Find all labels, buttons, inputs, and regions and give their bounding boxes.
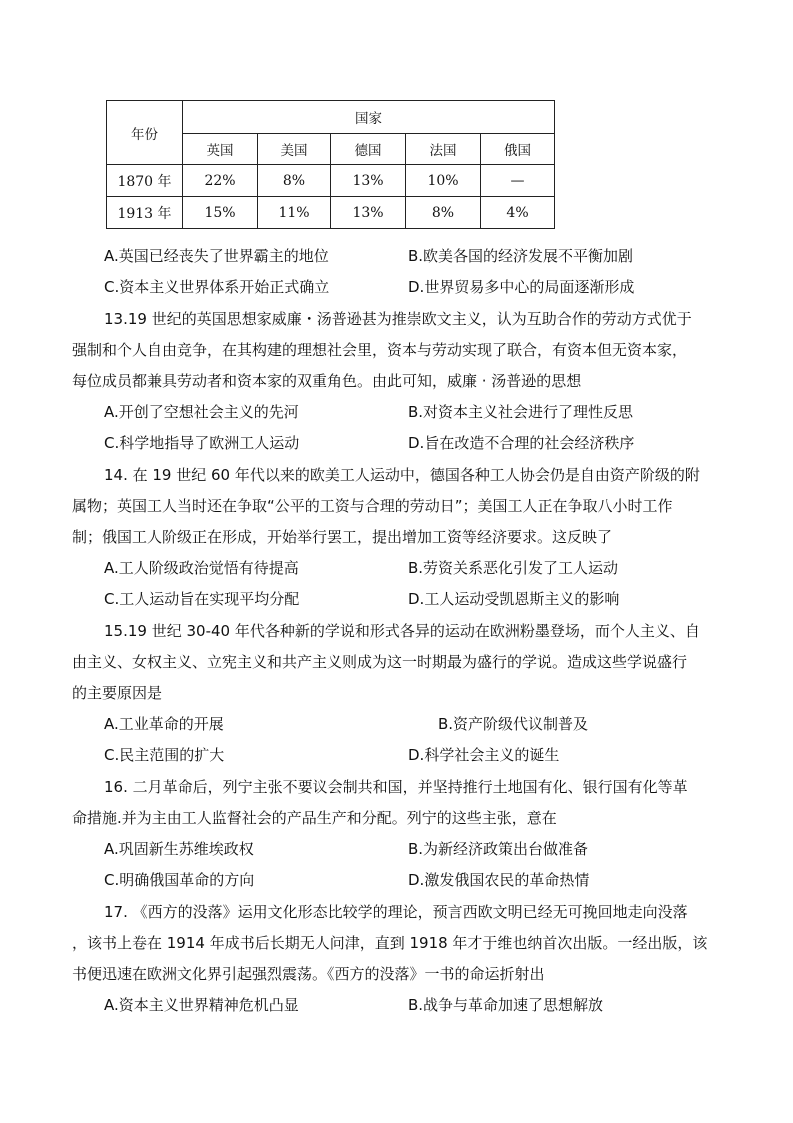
country-ru: 俄国 <box>481 134 555 165</box>
q15-option-a: A.工业革命的开展 <box>104 715 224 733</box>
q17-option-a: A.资本主义世界精神危机凸显 <box>104 996 299 1014</box>
table-cell: 15% <box>183 197 258 229</box>
q17-stem-line: 17. 《西方的没落》运用文化形态比较学的理论，预言西欧文明已经无可挽回地走向没落 <box>104 903 688 921</box>
country-us: 美国 <box>258 134 331 165</box>
q13-stem-line: 强制和个人自由竞争，在其构建的理想社会里，资本与劳动实现了联合，有资本但无资本家， <box>72 341 688 359</box>
q13-stem-line: 每位成员都兼具劳动者和资本家的双重角色。由此可知，威廉 · 汤普逊的思想 <box>72 372 582 390</box>
q17-stem-line: ，该书上卷在 1914 年成书后长期无人问津，直到 1918 年才于维也纳首次出版。一经出版，该 <box>72 934 708 952</box>
q15-option-d: D.科学社会主义的诞生 <box>408 746 560 764</box>
q17-option-b: B.战争与革命加速了思想解放 <box>408 996 604 1014</box>
q15-option-c: C.民主范围的扩大 <box>104 746 225 764</box>
year-header: 年份 <box>107 101 183 165</box>
q12-option-d: D.世界贸易多中心的局面逐渐形成 <box>408 278 635 296</box>
q14-option-d: D.工人运动受凯恩斯主义的影响 <box>408 590 620 608</box>
table-row <box>107 165 555 197</box>
country-uk: 英国 <box>183 134 258 165</box>
country-header: 国家 <box>183 101 555 134</box>
q12-option-c: C.资本主义世界体系开始正式确立 <box>104 278 330 296</box>
table-row <box>107 197 555 229</box>
q15-stem-line: 的主要原因是 <box>72 684 163 702</box>
q16-option-a: A.巩固新生苏维埃政权 <box>104 840 254 858</box>
q16-option-d: D.激发俄国农民的革命热情 <box>408 871 590 889</box>
q14-option-c: C.工人运动旨在实现平均分配 <box>104 590 300 608</box>
q16-stem-line: 16. 二月革命后，列宁主张不要议会制共和国，并坚持推行土地国有化、银行国有化等革 <box>104 778 688 796</box>
table-cell: 8% <box>258 165 331 197</box>
table-cell: 10% <box>406 165 481 197</box>
q14-stem-line: 14. 在 19 世纪 60 年代以来的欧美工人运动中，德国各种工人协会仍是自由资产阶级的附 <box>104 466 700 484</box>
q16-option-b: B.为新经济政策出台做准备 <box>408 840 589 858</box>
q17-stem-line: 书便迅速在欧洲文化界引起强烈震荡。《西方的没落》一书的命运折射出 <box>72 965 545 983</box>
q13-option-d: D.旨在改造不合理的社会经济秩序 <box>408 434 635 452</box>
q15-stem-line: 由主义、女权主义、立宪主义和共产主义则成为这一时期最为盛行的学说。造成这些学说盛行 <box>72 653 688 671</box>
table-cell: 13% <box>331 165 406 197</box>
table-cell: — <box>481 165 555 197</box>
table-cell: 13% <box>331 197 406 229</box>
row-year: 1870 年 <box>107 165 183 197</box>
q12-option-a: A.英国已经丧失了世界霸主的地位 <box>104 247 329 265</box>
q14-option-b: B.劳资关系恶化引发了工人运动 <box>408 559 619 577</box>
table-cell: 11% <box>258 197 331 229</box>
q15-option-b: B.资产阶级代议制普及 <box>438 715 589 733</box>
economic-share-table <box>106 100 555 229</box>
q13-option-c: C.科学地指导了欧洲工人运动 <box>104 434 300 452</box>
q14-stem-line: 属物；英国工人当时还在争取“公平的工资与合理的劳动日”；美国工人正在争取八小时工作 <box>72 497 673 515</box>
country-fr: 法国 <box>406 134 481 165</box>
table-cell: 8% <box>406 197 481 229</box>
q16-option-c: C.明确俄国革命的方向 <box>104 871 255 889</box>
q15-stem-line: 15.19 世纪 30-40 年代各种新的学说和形式各异的运动在欧洲粉墨登场，而个人主义、自 <box>104 622 700 640</box>
q13-stem-line: 13.19 世纪的英国思想家威廉・汤普逊甚为推崇欧文主义，认为互助合作的劳动方式优于 <box>104 310 692 328</box>
q13-option-b: B.对资本主义社会进行了理性反思 <box>408 403 634 421</box>
country-de: 德国 <box>331 134 406 165</box>
table-cell: 22% <box>183 165 258 197</box>
row-year: 1913 年 <box>107 197 183 229</box>
q16-stem-line: 命措施.并为主由工人监督社会的产品生产和分配。列宁的这些主张，意在 <box>72 809 557 827</box>
q14-stem-line: 制；俄国工人阶级正在形成，开始举行罢工，提出增加工资等经济要求。这反映了 <box>72 528 613 546</box>
q13-option-a: A.开创了空想社会主义的先河 <box>104 403 299 421</box>
q14-option-a: A.工人阶级政治觉悟有待提高 <box>104 559 299 577</box>
table-cell: 4% <box>481 197 555 229</box>
q12-option-b: B.欧美各国的经济发展不平衡加剧 <box>408 247 634 265</box>
